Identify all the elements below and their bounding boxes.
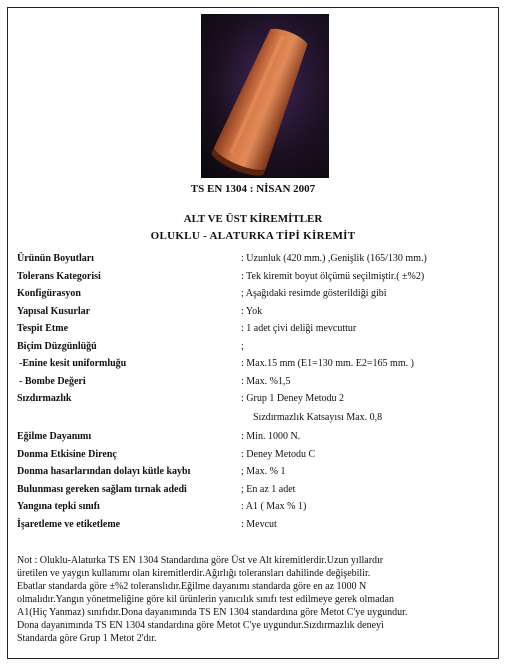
spec-sheet <box>7 7 499 659</box>
spec-row-frost <box>17 448 495 466</box>
spec-value: : Max.15 mm (E1=130 mm. E2=165 mm. ) <box>241 358 414 369</box>
spec-row-dimensions <box>17 252 495 270</box>
spec-row-tolerance <box>17 270 495 288</box>
document-subtitle: OLUKLU - ALATURKA TİPİ KİREMİT <box>150 230 356 242</box>
note-paragraph <box>17 554 491 645</box>
spec-label: Biçim Düzgünlüğü <box>17 340 97 352</box>
spec-label: Bulunması gereken sağlam tırnak adedi <box>17 483 187 495</box>
document-title: ALT VE ÜST KİREMİTLER <box>183 213 323 225</box>
spec-value: : Min. 1000 N. <box>241 431 301 442</box>
note-line: Ebatlar standarda göre ±%2 toleranslıdır.Eğilme dayanımı standarda göre en az 1000 N <box>17 581 367 592</box>
spec-label: Eğilme Dayanımı <box>17 431 92 442</box>
spec-label: Tespit Etme <box>17 323 69 334</box>
clay-roof-tile-photo <box>201 14 329 178</box>
spec-label: Donma Etkisine Direnç <box>17 448 117 460</box>
roof-tile-illustration <box>201 14 329 178</box>
spec-row-nibs <box>17 483 495 501</box>
spec-value: ; <box>241 340 244 352</box>
spec-label: Tolerans Kategorisi <box>17 270 101 282</box>
note-line: A1(Hiç Yanmaz) sınıfıdır.Dona dayanımında TS EN 1304 standardına göre Metot C'ye uygundur. <box>17 607 408 618</box>
spec-label: - Bombe Değeri <box>19 375 86 387</box>
spec-row-impermeability <box>17 392 495 430</box>
note-line: Standarda göre Grup 1 Metot 2'dır. <box>17 633 157 644</box>
note-line: Not : Oluklu-Alaturka TS EN 1304 Standardına göre Üst ve Alt kiremitlerdir.Uzun yıllardır <box>17 555 384 566</box>
spec-value-secondary: Sızdırmazlık Katsayısı Max. 0,8 <box>253 412 383 423</box>
spec-row-mass-loss <box>17 465 495 483</box>
spec-label: Ürünün Boyutları <box>17 253 94 264</box>
spec-row-shape <box>17 340 495 358</box>
spec-value: : Deney Metodu C <box>241 448 316 460</box>
spec-row-configuration <box>17 287 495 305</box>
spec-value: : Tek kiremit boyut ölçümü seçilmiştir.( ±%2) <box>241 270 425 282</box>
note-line: üretilen ve yaygın kullanımı olan kiremitlerdir.Ağırlığı toleransları dahilinde değişebilir. <box>17 568 371 579</box>
spec-label: Yangına tepki sınıfı <box>17 501 100 512</box>
spec-row-bending <box>17 430 495 448</box>
spec-label: Yapısal Kusurlar <box>17 305 91 317</box>
spec-value: : Yok <box>241 305 263 317</box>
spec-label: Konfigürasyon <box>17 288 81 299</box>
spec-label: İşaretleme ve etiketleme <box>17 518 121 530</box>
spec-value: : Mevcut <box>241 518 277 530</box>
spec-value: : Uzunluk (420 mm.) ,Genişlik (165/130 mm.) <box>241 253 427 264</box>
note-line: Dona dayanımında TS EN 1304 standardına göre Metot C'ye uygundur.Sızdırmazlık deneyi <box>17 620 384 631</box>
spec-value: : Grup 1 Deney Metodu 2 <box>241 393 345 404</box>
spec-value: : 1 adet çivi deliği mevcuttur <box>241 323 357 334</box>
spec-value: : A1 ( Max % 1) <box>241 501 307 512</box>
spec-label: Donma hasarlarından dolayı kütle kaybı <box>17 466 191 477</box>
spec-row-camber <box>17 375 495 393</box>
spec-row-marking <box>17 518 495 536</box>
spec-table <box>17 252 495 535</box>
spec-label: -Enine kesit uniformluğu <box>19 358 127 369</box>
spec-value: ; En az 1 adet <box>241 483 296 495</box>
standard-line: TS EN 1304 : NİSAN 2007 <box>190 183 316 195</box>
spec-value: ; Aşağıdaki resimde gösterildiği gibi <box>241 288 387 299</box>
spec-label: Sızdırmazlık <box>17 393 72 404</box>
spec-row-fire <box>17 500 495 518</box>
spec-row-defects <box>17 305 495 323</box>
spec-value: : Max. %1,5 <box>241 375 291 387</box>
spec-value: ; Max. % 1 <box>241 466 286 477</box>
note-line: olmalıdır.Yangın yönetmeliğine göre kil ürünlerin yanıcılık sınıfı test edilmeye gerek olmadan <box>17 594 394 605</box>
spec-row-cross-section <box>17 357 495 375</box>
spec-row-fixing <box>17 322 495 340</box>
